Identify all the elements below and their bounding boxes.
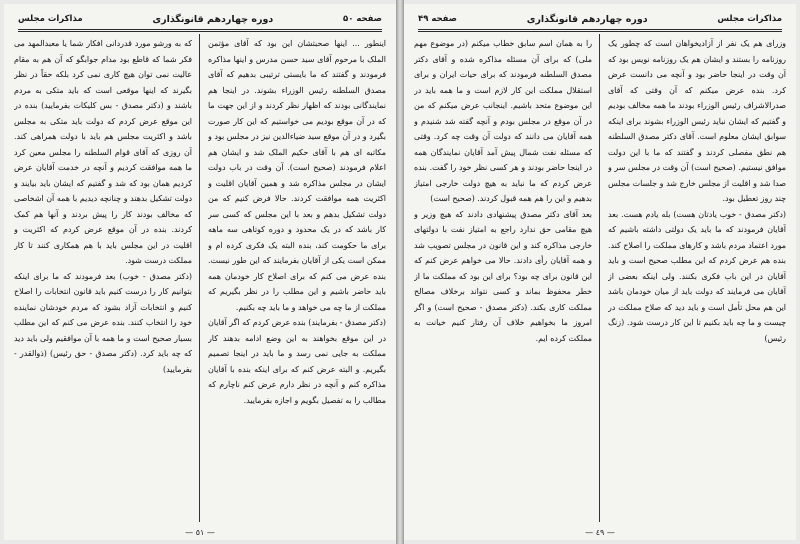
- right-header-rule-double: [418, 31, 782, 32]
- left-header-session-title: دوره چهاردهم قانونگذاری: [152, 13, 274, 25]
- left-page-column-right: [208, 36, 386, 520]
- right-column-divider: [599, 34, 600, 522]
- left-page-header: [18, 10, 382, 28]
- left-page-footer: — ٥١ —: [185, 528, 215, 537]
- right-page: [404, 4, 796, 540]
- right-header-rule: [418, 29, 782, 30]
- right-col1-paragraph-2: (دکتر مصدق - خوب یادتان هست) بله یادم هست. بعد آقایان فرمودند که ما باید یک دولتی داشته باشیم که مورد اعتماد مردم باشد و کارهای مملکت را اصلاح کند. بنده هم عرض کردم که این مطلب صحیح است و باید آقایان در این باب فکری بکنند. ولی اینکه بعضی از آقایان می فرمایند که دولت باید از میان خودمان باشد این هم محل تأمل است و باید دید که صلاح مملکت در چیست و ما چه باید بکنیم تا این کار درست شود. (زنگ رئیس): [608, 209, 786, 343]
- left-header-rule-double: [18, 31, 382, 32]
- left-column-divider: [199, 34, 200, 522]
- left-col1-paragraph-2: (دکتر مصدق - بفرمایند) بنده عرض کردم که اگر آقایان در این موقع بخواهند به این وضع ادامه بدهند کار مملکت به جایی نمی رسد و ما باید در اینجا تصمیم بگیریم. و البته عرض کنم که برای اینکه بنده با آقایان مذاکره کنم و آنچه در نظر دارم عرض کنم ناچارم که مطالب را به تفصیل بگویم و اجازه بفرمایید.: [208, 318, 386, 405]
- left-header-rule: [18, 29, 382, 30]
- left-page-column-left: [14, 36, 192, 520]
- right-page-column-left: [414, 36, 592, 520]
- left-page: [4, 4, 396, 540]
- right-header-running-title: مذاکرات مجلس: [717, 14, 782, 24]
- right-col2-paragraph-1: را به همان اسم سابق خطاب میکنم (در موضوع مهم ملی) که برای آن مسئله مذاکره شده و آقای دکتر مصدق السلطنه فرمودند که برای حیات ایران و برای استقلال مملکت این کار لازم است و ما همه باید در این موضوع متحد باشیم. اینجانب عرض میکنم که من در آن موقع در مجلس بودم و آنچه گفته شد شنیدم و همه آقایان می دانند که دولت آن وقت چه کرد. وقتی که مسئله نفت شمال پیش آمد آقایان نمایندگان همه در اینجا حاضر بودند و هر کسی نظر خود را گفت. بنده عرض کردم که ما نباید به هیچ دولت خارجی امتیاز بدهیم و این را هم همه قبول کردند. (صحیح است): [414, 39, 592, 203]
- right-col2-paragraph-2: بعد آقای دکتر مصدق پیشنهادی دادند که هیچ وزیر و هیچ مقامی حق ندارد راجع به امتیاز نفت با دولتهای خارجی مذاکره کند و این قانون در مجلس تصویب شد و همه آقایان رأی دادند. حالا می خواهم عرض کنم که این قانون برای چه بود؟ برای این بود که مملکت ما از خطر محفوظ بماند و کسی نتواند برخلاف مصالح مملکت کاری بکند. (دکتر مصدق - صحیح است) و اگر امروز ما بخواهیم خلاف آن رفتار کنیم خیانت به مملکت کرده ایم.: [414, 209, 592, 343]
- left-col2-paragraph-1: که به ورشو مورد قدردانی افکار شما یا معبدالمهد می فکر شما که قاطع بود مدام جوابگو که آن هم به مقام عالیت نمی توان هیچ کاری نمی کرد بلکه حقاً در نظر بگیرند که اینها موقعی است که باید متکی به مردم باشند و (دکتر مصدق - بس کلیکات بفرمایید) بنده در این موقع عرض کردم که دولت باید متکی به مجلس باشد و اکثریت مجلس هم باید با دولت همراهی کند. آن روزی که آقای قوام السلطنه را مجلس معین کرد ما همه موافقت کردیم و آنچه در خدمت آقایان عرض کردیم همان بود که شد و گفتیم که ایشان باید بیایند و دولت تشکیل بدهند و چنانچه دیدیم با همه آن اشخاصی که مخالف بودند کار را پیش بردند و آنها هم کمک کردند. بنده در آن موقع عرض کردم که اکثریت و اقلیت در این مجلس باید با هم همکاری کنند تا کار مملکت درست شود.: [14, 39, 192, 265]
- left-col2-paragraph-2: (دکتر مصدق - خوب) بعد فرمودند که ما برای اینکه بتوانیم کار را درست کنیم باید قانون انتخابات را اصلاح کنیم و انتخابات آزاد بشود که مردم خودشان نماینده خود را انتخاب کنند. بنده عرض می کنم که این مطلب بسیار صحیح است و ما همه با آن موافقیم ولی باید دید که چه باید کرد. (دکتر مصدق - حق رئیس) (ذوالقدر - بفرمایید): [14, 271, 192, 374]
- right-page-footer: — ٤٩ —: [585, 528, 615, 537]
- right-header-page-number: صفحه ۴۹: [418, 14, 457, 24]
- right-col1-paragraph-1: وزرای هم یک نفر از آزادیخواهان است که چطور یک روزنامه را بستند و ایشان هم یک روزنامه نویس بود که آن وقت در اینجا حاضر بود و آنچه می دانست عرض کرد. بنده عرض میکنم که آن وقتی که آقای صدرالاشراف رئیس الوزراء بودند ما همه مخالف بودیم و گفتیم که ایشان نباید رئیس الوزراء بشوند برای اینکه سوابق ایشان معلوم است. آقای دکتر مصدق السلطنه هم نطق مفصلی کردند و گفتند که ما با این دولت موافق نیستیم. (صحیح است) آن وقت در مجلس سر و صدا شد و اقلیت از مجلس خارج شد و جلسات مجلس چند روز تعطیل بود.: [608, 39, 786, 203]
- left-col1-paragraph-1: اینطور ... اینها صحبتشان این بود که آقای مؤتمن الملک با مرحوم آقای سید حسن مدرس و اینها مذاکره فرمودند و گفتند که ما بایستی ترتیبی بدهیم که آقای مصدق السلطنه رئیس الوزراء بشوند. در اینجا هم نمایندگانی بودند که اظهار نظر کردند و از این جهت ما که در آن موقع بودیم می خواستیم که این کار صورت بگیرد و در آن موقع سید ضیاءالدین نیز در مجلس بود و مکاتبه ای هم با آقای حکیم الملک شد و ایشان هم اعلام فرمودند (صحیح است). آن وقت در باب دولت ایشان در مجلس مذاکره شد و همین آقایان اقلیت و اکثریت همه موافقت کردند. حالا فرض کنیم که من دولت تشکیل بدهم و بعد با این مجلس که کسی سر کار باشد که در یک محدود و دوره کوتاهی سه ماهه برای ما حکومت کند، بنده البته یک فکری کرده ام و ممکن است یکی از آقایان بفرمایند که این طور نیست. بنده عرض می کنم که برای اصلاح کار خودمان همه باید حاضر باشیم و این مطلب را در نظر بگیریم که مملکت از ما چه می خواهد و ما باید چه بکنیم.: [208, 39, 386, 312]
- left-header-page-number: مذاکرات مجلس: [18, 14, 83, 24]
- left-header-running-title: صفحه ۵۰: [343, 14, 382, 24]
- book-gutter: [396, 0, 404, 544]
- right-page-header: [418, 10, 782, 28]
- right-page-column-right: [608, 36, 786, 520]
- right-header-session-title: دوره چهاردهم قانونگذاری: [526, 13, 648, 25]
